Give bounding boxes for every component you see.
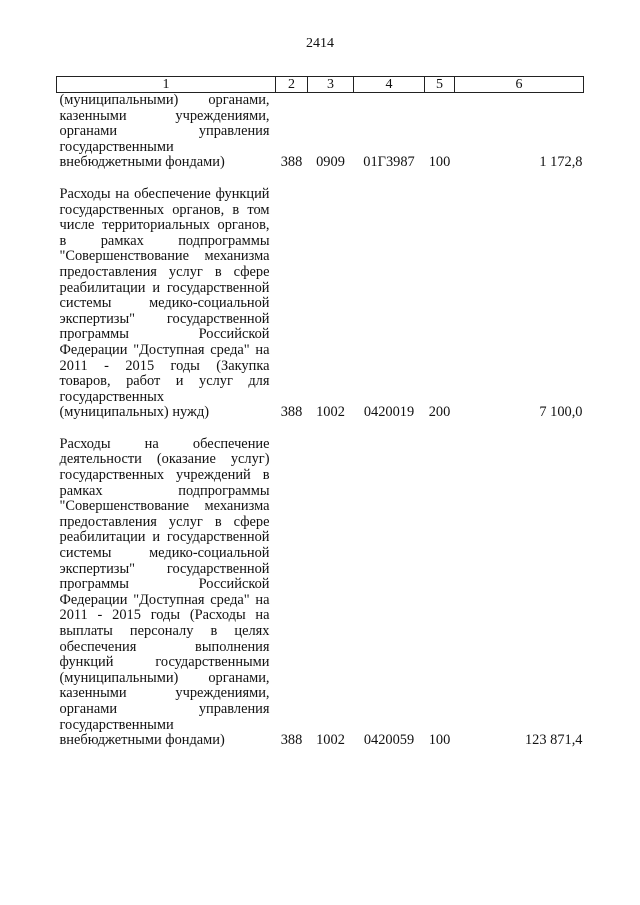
row-target-code: 0420059 (363, 732, 415, 749)
row-ministry-code: 388 (280, 732, 303, 749)
column-header-name: 1 (57, 77, 276, 93)
budget-table (56, 76, 584, 749)
row-spacer (57, 171, 584, 187)
row-target-code: 0420019 (363, 404, 415, 421)
row-ministry-code: 388 (280, 154, 303, 171)
table-row (57, 437, 584, 749)
column-header-section: 3 (308, 77, 354, 93)
row-target-code: 01Г3987 (363, 154, 415, 171)
column-header-ministry: 2 (276, 77, 308, 93)
row-expense-type-code: 100 (428, 154, 451, 171)
row-description: Расходы на обеспечение функций государственных органов, в том числе территориальных органов, в рамках подпрограммы "Совершенствование механизма предоставления услуг в сфере реабилитации и государственной системы медико-социальной экспертизы" государственной программы Российской Федерации "Доступная среда" на 2011 - 2015 годы (Закупка товаров, работ и услуг для государственных (муниципальных) нужд) (59, 185, 270, 421)
row-spacer (57, 421, 584, 437)
row-expense-type-code: 100 (428, 732, 451, 749)
row-expense-type-code: 200 (428, 404, 451, 421)
row-section-code: 1002 (316, 404, 345, 421)
column-header-target: 4 (354, 77, 425, 93)
column-header-expense-type: 5 (425, 77, 455, 93)
row-section-code: 0909 (316, 154, 345, 171)
row-section-code: 1002 (316, 732, 345, 749)
row-amount: 1 172,8 (539, 154, 583, 171)
row-amount: 7 100,0 (539, 404, 583, 421)
row-description: (муниципальными) органами, казенными учреждениями, органами управления государственными внебюджетными фондами) (59, 92, 270, 171)
table-row (57, 187, 584, 421)
row-description: Расходы на обеспечение деятельности (оказание услуг) государственных учреждений в рамках подпрограммы "Совершенствование механизма предоставления услуг в сфере реабилитации и государственной системы медико-социальной экспертизы" государственной программы Российской Федерации "Доступная среда" на 2011 - 2015 годы (Расходы на выплаты персоналу в целях обеспечения выполнения функций государственными (муниципальными) органами, казенными учреждениями, органами управления государственными внебюджетными фондами) (59, 435, 270, 749)
page-number: 2414 (306, 36, 334, 51)
row-ministry-code: 388 (280, 404, 303, 421)
row-amount: 123 871,4 (524, 732, 583, 749)
column-header-amount: 6 (455, 77, 584, 93)
table-header-row (57, 77, 584, 93)
table-row (57, 93, 584, 171)
